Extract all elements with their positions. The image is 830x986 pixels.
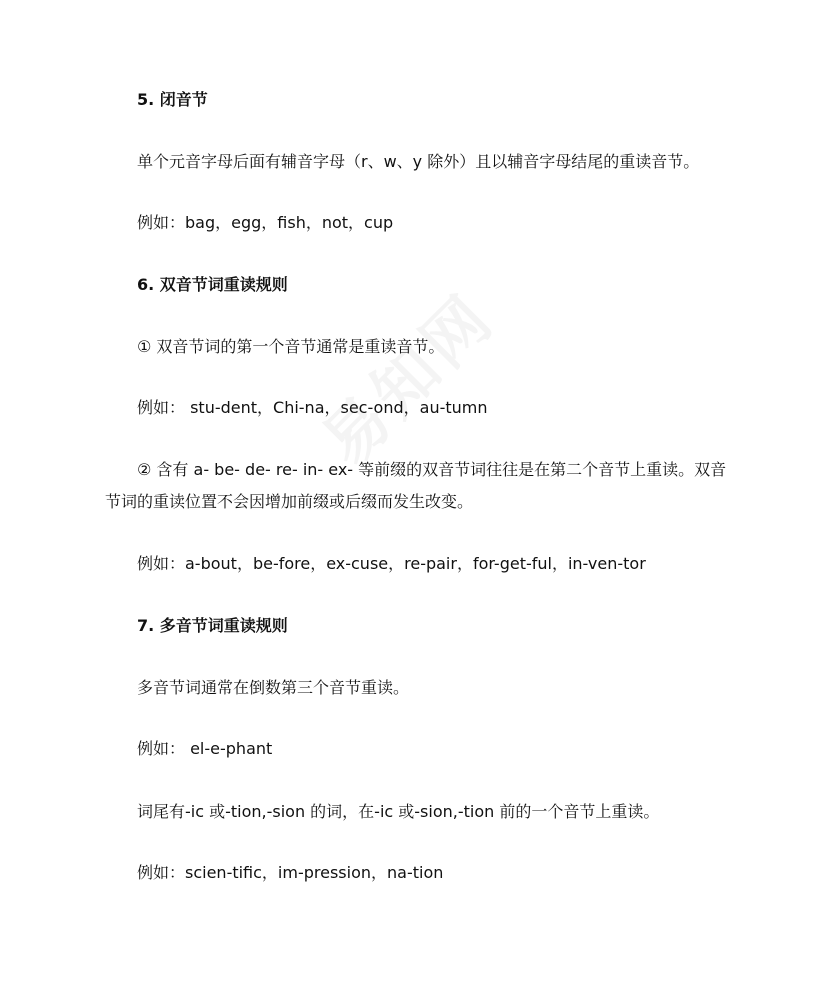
section-6-heading: 6. 双音节词重读规则 [137,275,288,294]
section-6-example-1: 例如： stu-dent，Chi-na，sec-ond，au-tumn [137,398,488,417]
section-6-example-2: 例如：a-bout，be-fore，ex-cuse，re-pair，for-get-ful，in-ven-tor [137,554,646,573]
section-5-example: 例如：bag，egg，fish，not，cup [137,213,394,232]
section-7-rule-1: 多音节词通常在倒数第三个音节重读。 [137,678,410,697]
section-6-rule-1: ① 双音节词的第一个音节通常是重读音节。 [137,337,445,356]
section-5-description: 单个元音字母后面有辅音字母（r、w、y 除外）且以辅音字母结尾的重读音节。 [137,152,700,171]
watermark [298,269,512,483]
section-7-heading: 7. 多音节词重读规则 [137,616,288,635]
section-7-example-1: 例如： el-e-phant [137,739,273,758]
section-5-heading: 5. 闭音节 [137,90,208,109]
section-7-example-2: 例如：scien-tific，im-pression，na-tion [137,863,444,882]
section-7-rule-2: 词尾有-ic 或-tion,-sion 的词，在-ic 或-sion,-tion 前的一个音节上重读。 [137,802,660,821]
section-6-rule-2: ② 含有 a- be- de- re- in- ex- 等前缀的双音节词往往是在第二个音节上重读。双音节词的重读位置不会因增加前缀或后缀而发生改变。 [105,460,727,511]
